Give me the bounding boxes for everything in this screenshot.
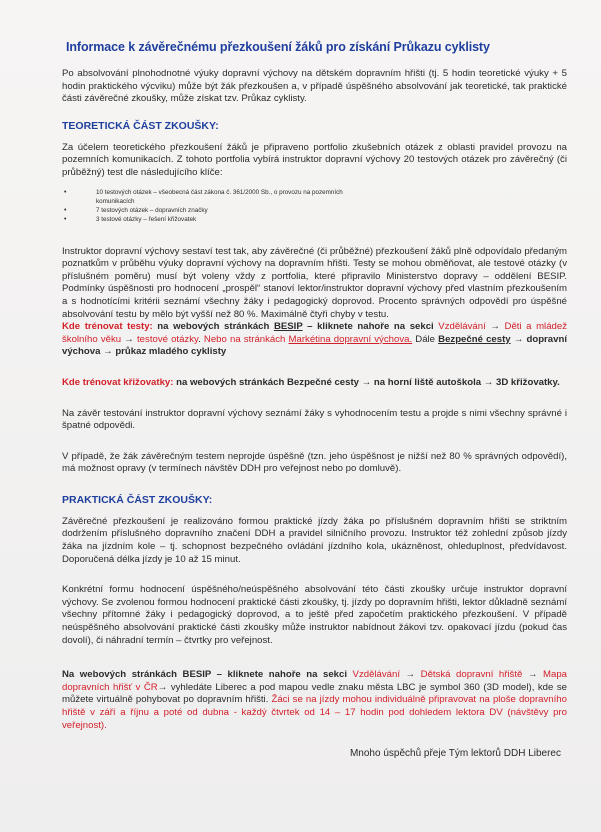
mapa-hrist-link[interactable]: Mapa dopravních hřišť v ČR [62, 669, 567, 693]
marketina-link[interactable]: Markétina dopravní výchova. [288, 333, 413, 345]
theory-paragraph-2: Instruktor dopravní výchovy sestaví test tak, aby závěrečné (či průběžné) přezkoušení žáků plně odpovídalo předaným poznatkům v průběhu výuky dopravní výchovy na dopravním hřišti. Testy se mohou obměňovat, ale testové otázky (v příslušném poměru) musí být voleny vždy z portfolia, které připravilo Ministerstvo dopravy – oddělení BESIP. Podmínky úspěšnosti pro hodnocení „prospěl“ stanoví lektor/instruktor dopravní výchovy před vlastním přezkoušením a s hodnotícími kritérii seznámí všechny žáky i pedagogický doprovod. Procento správných odpovědí pro úspěšné absolvování testu by mělo být vyšší než 80 %. Maximálně čtyři chyby v testu. [62, 245, 567, 320]
vzdelavani-link-2[interactable]: Vzdělávání [352, 669, 401, 681]
vzdelavani-link[interactable]: Vzdělávání [438, 321, 486, 333]
besip-link[interactable]: BESIP [273, 321, 303, 333]
question-key-list [62, 188, 567, 224]
list-item: • 7 testových otázek – dopravních značky [64, 206, 208, 214]
practice-heading: PRAKTICKÁ ČÁST ZKOUŠKY: [62, 493, 213, 506]
practice-paragraph-1: Závěrečné přezkoušení je realizováno formou praktické jízdy žáka po příslušném dopravním hřišti se striktním dodržením příslušného dopravního značení DDH a pravidel silničního provozu. Instruktor též zohlední způsob jízdy žáka na jízdním kole – tj. schopnost bezpečného ovládání jízdního kola, ukázněnost, ohleduplnost, předvídavost. Doporučená délka jízdy je 10 až 15 minut. [62, 515, 567, 565]
list-item: • 3 testové otázky – řešení křižovatek [64, 215, 197, 223]
theory-paragraph-1: Za účelem teoretického přezkoušení žáků je připraveno portfolio zkušebních otázek z oblasti pravidel provozu na pozemních komunikacích. Z tohoto portfolia vybírá instruktor dopravní výchovy 20 testových otázek pro závěrečný (či průběžný) test dle následujícího klíče: [62, 141, 567, 178]
train-crossroads-label: Kde trénovat křižovatky: [62, 376, 174, 388]
bullet-icon: • [64, 188, 67, 196]
practice-paragraph-2: Konkrétní formu hodnocení úspěšného/neúspěšného absolvování této části zkoušky určuje instruktor dopravní výchovy. Se zvolenou formou hodnocení praktické části zkoušky, tj. jízdy po dopravním hřišti, lektor důkladně seznámí všechny přítomné žáky i pedagogický doprovod, a to ještě před započetím praktického přezkoušení. V případě neúspěšného absolvování praktické části zkoušky může instruktor nabídnout žákovi tzv. opakovací jízdu (pokud čas dovolí), či náhradní termín – čtvrtky pro veřejnost. [62, 584, 567, 646]
deti-link[interactable]: Děti a mládež školního věku [62, 321, 567, 345]
intro-paragraph: Po absolvování plnohodnotné výuky dopravní výchovy na dětském dopravním hřišti (tj. 5 hodin teoretické výuky + 5 hodin praktického výcviku) může být žák přezkoušen a, v případě úspěšného absolvování jak teoretické, tak praktické části závěrečné zkoušky, může získat tzv. Průkaz cyklisty. [62, 68, 567, 105]
final-paragraph: Na webových stránkách BESIP – kliknete nahoře na sekci Vzdělávání → Dětská dopravní hřiště → Mapa dopravních hřišť v ČR→ vyhledáte Liberec a pod mapou vedle znaku města LBC je symbol 360 (3D model), kde se můžete virtuálně pohybovat po dopravním hřišti. Žáci se na jízdy mohou individuálně připravovat na ploše dopravního hřiště v září a říjnu a poté od dubna - každý čtvrtek od 14 – 17 hodin pod dohledem lektora DV (návštěvy pro veřejnost). [62, 669, 567, 731]
train-crossroads-paragraph: Kde trénovat křižovatky: na webových stránkách Bezpečné cesty → na horní liště autoškola → 3D křižovatky. [62, 376, 560, 388]
list-item: • 10 testových otázek – všeobecná část zákona č. 361/2000 Sb., o provozu na pozemních [64, 188, 343, 196]
train-tests-label: Kde trénovat testy: [62, 321, 153, 333]
theory-paragraph-4: V případě, že žák závěrečným testem neprojde úspěšně (tzn. jeho úspěšnost je nižší než 80 % správných odpovědí), má možnost opravy (v termínech návštěv DDH pro veřejnost nebo po domluvě). [62, 450, 567, 475]
bullet-icon: • [64, 206, 67, 214]
testove-otazky-link[interactable]: testové otázky [137, 333, 199, 345]
train-tests-paragraph: Kde trénovat testy: na webových stránkách BESIP – kliknete nahoře na sekci Vzdělávání → Děti a mládež školního věku → testové otázky. Nebo na stránkách Markétina dopravní výchova. Dále Bezpečné cesty → dopravní výchova → průkaz mladého cyklisty [62, 321, 567, 358]
list-item: komunikacích [96, 197, 135, 205]
bezpecne-cesty-link[interactable]: Bezpečné cesty [438, 333, 511, 345]
bullet-icon: • [64, 215, 67, 223]
theory-heading: TEORETICKÁ ČÁST ZKOUŠKY: [62, 119, 219, 132]
public-visits-note: Žáci se na jízdy mohou individuálně připravovat na ploše dopravního hřiště v září a říjnu a poté od dubna - každý čtvrtek od 14 – 17 hodin pod dohledem lektora DV (návštěvy pro veřejnost). [62, 694, 567, 731]
detska-hriste-link[interactable]: Dětská dopravní hřiště [420, 669, 523, 681]
signature: Mnoho úspěchů přeje Tým lektorů DDH Liberec [349, 748, 561, 760]
theory-paragraph-3: Na závěr testování instruktor dopravní výchovy seznámí žáky s vyhodnocením testu a projde s nimi všechny správné i špatné odpovědi. [62, 407, 567, 432]
document-title: Informace k závěrečnému přezkoušení žáků pro získání Průkazu cyklisty [66, 40, 490, 54]
